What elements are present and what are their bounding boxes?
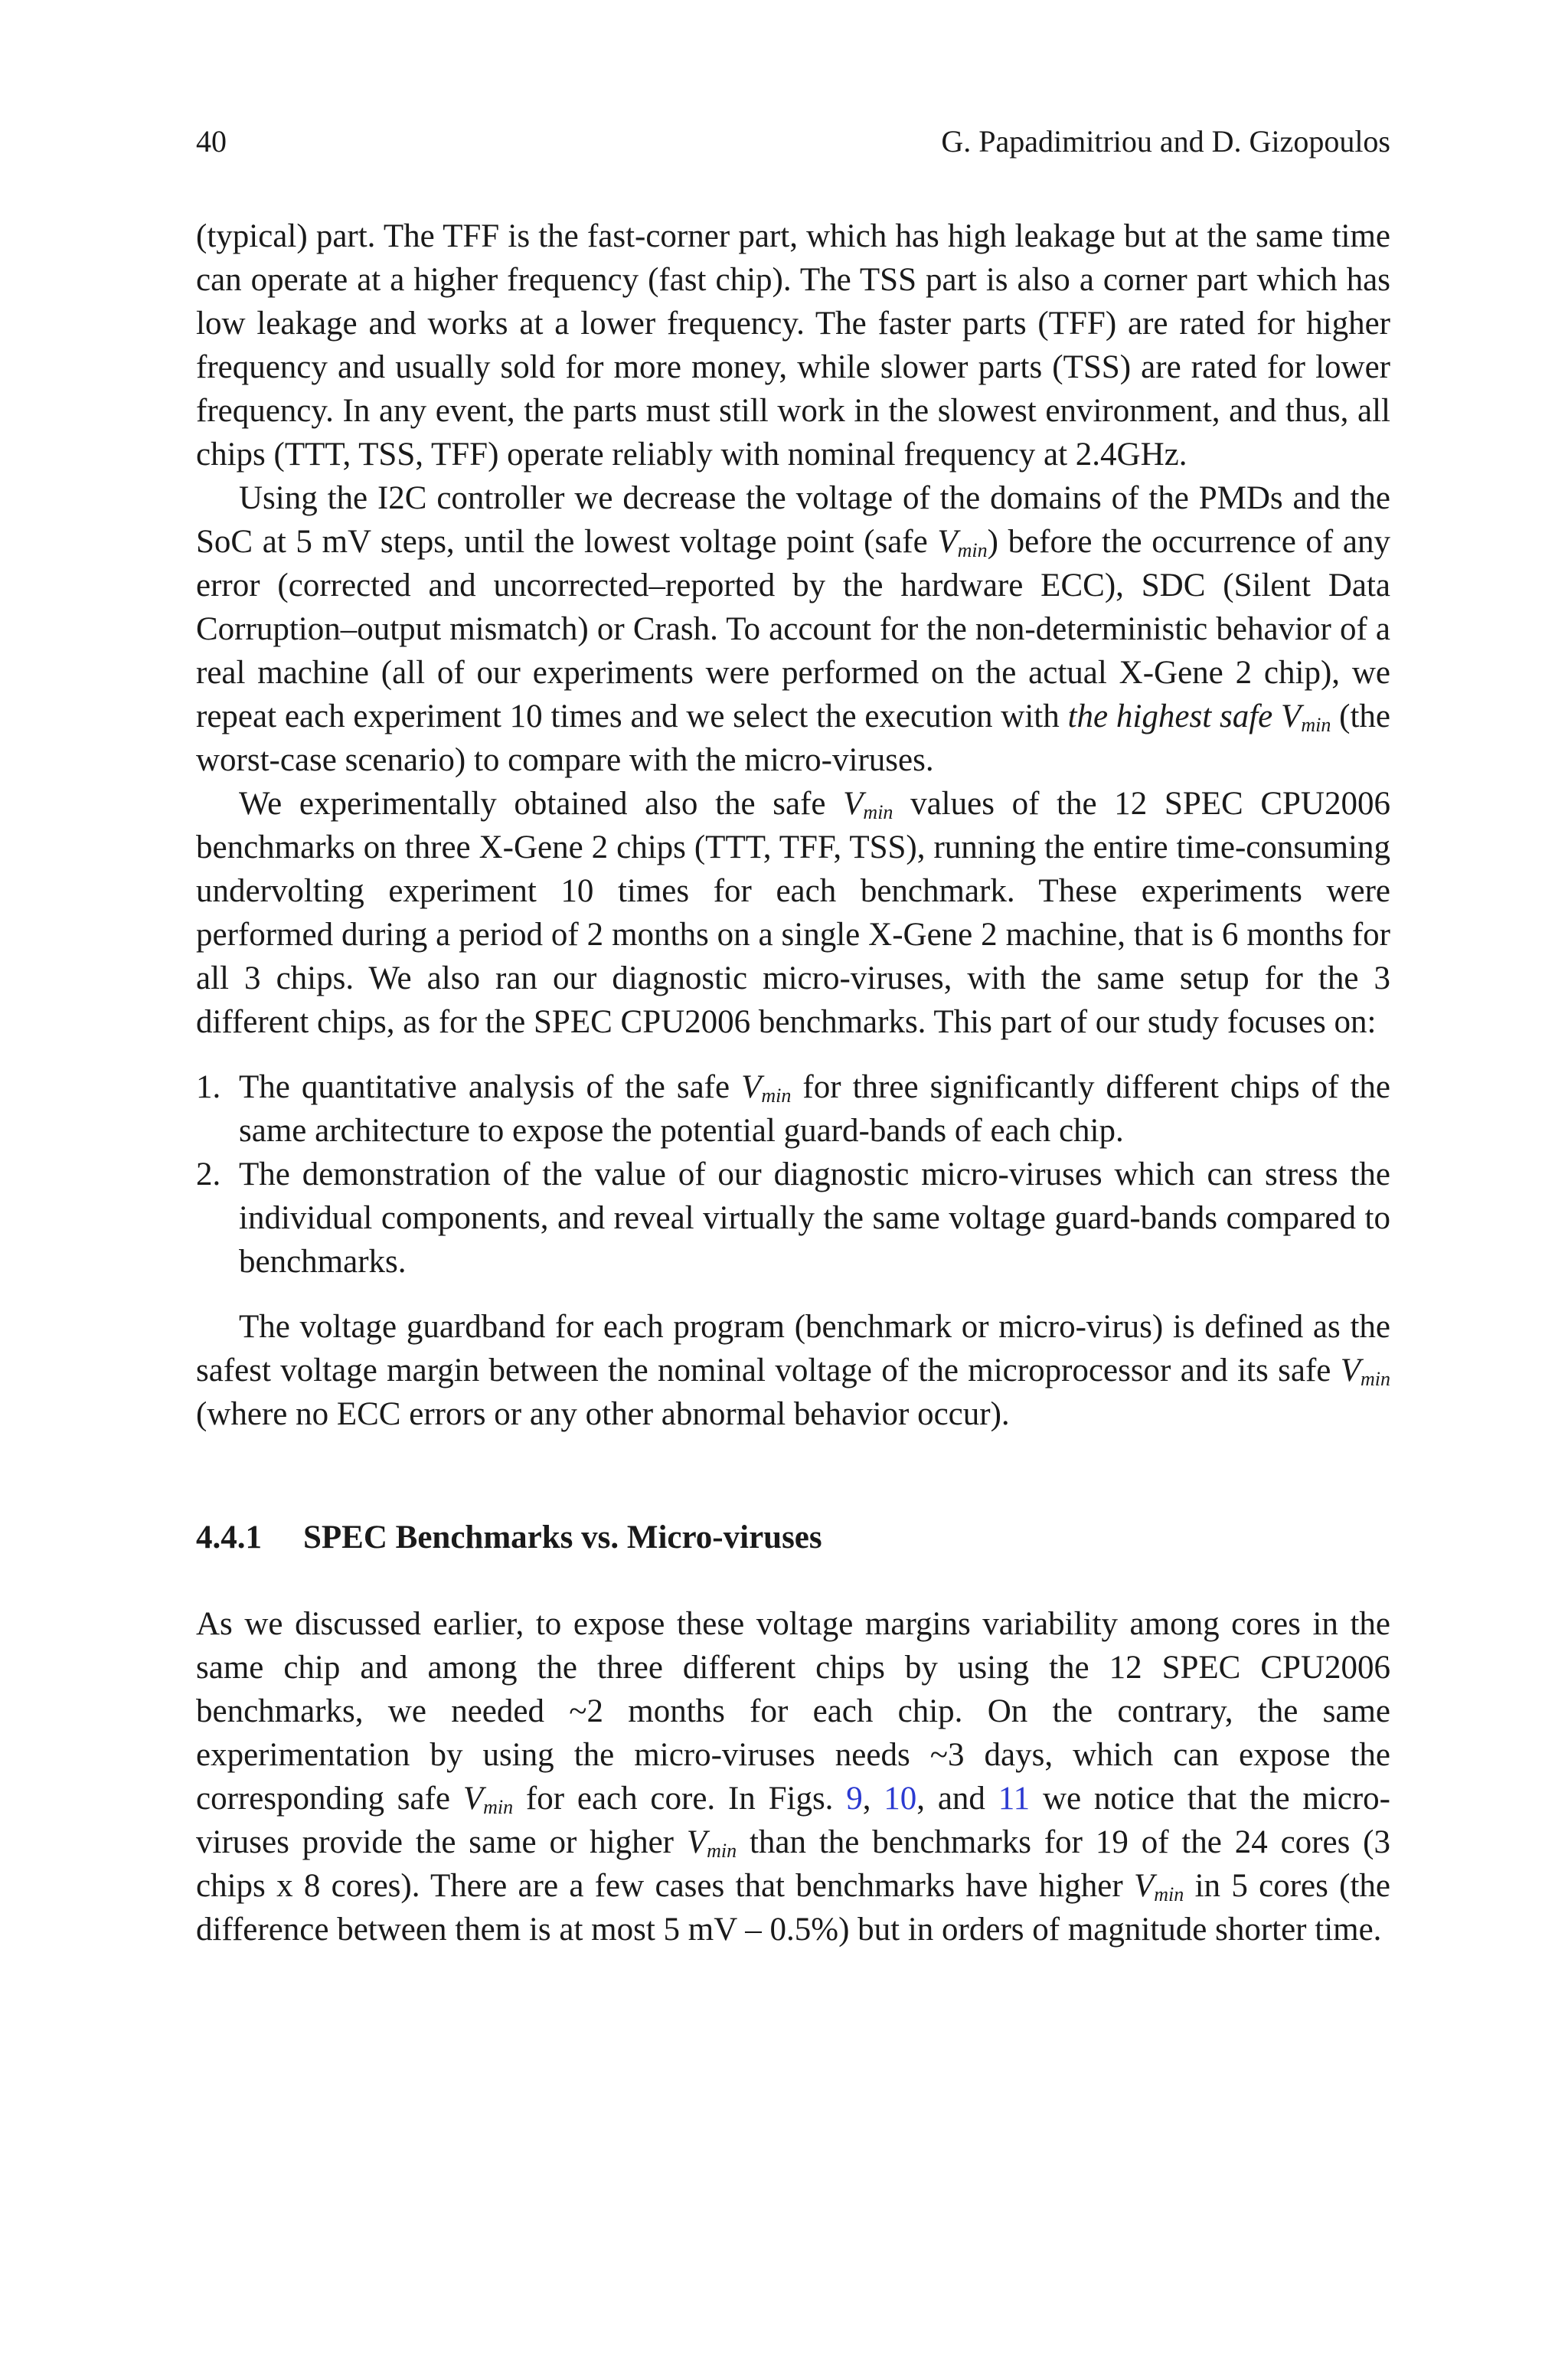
figure-link-11[interactable]: 11 <box>998 1781 1031 1817</box>
italic-phrase: the highest safe <box>1067 698 1282 734</box>
vmin-symbol: $V_{min}$ <box>1281 698 1331 736</box>
text-run: we notice that the micro-viruses provide the same or higher <box>196 1781 1391 1860</box>
text-run: The demonstration of the value of our diagnostic micro-viruses which can stress the individual components, and reveal virtually the same voltage guard-bands compared to benchmarks. <box>239 1156 1390 1280</box>
text-run: (where no ECC errors or any other abnormal behavior occur). <box>196 1396 1010 1432</box>
text-run: ) before the occurrence of any error (corrected and uncorrected–reported by the hardware ECC), SDC (Silent Data Corruption–output mismatch) or Crash. To account for the non-deterministic behavior of a real machine (all of our experiments were performed on the actual X-Gene 2 chip), we repeat each experiment 10 times and we select the execution with <box>196 524 1390 734</box>
text-run: Using the I2C controller we decrease the voltage of the domains of the PMDs and the SoC at 5 mV steps, until the lowest voltage point (safe <box>196 480 1390 560</box>
page-number: 40 <box>196 124 227 159</box>
paragraph-2 <box>196 476 1390 782</box>
list-item <box>196 1153 1390 1284</box>
vmin-symbol: $V_{min}$ <box>686 1824 737 1862</box>
vmin-symbol: $V_{min}$ <box>1133 1868 1184 1905</box>
list-item <box>196 1065 1390 1153</box>
paragraph-3 <box>196 782 1390 1044</box>
running-head-authors: G. Papadimitriou and D. Gizopoulos <box>941 124 1390 159</box>
text-run: , and <box>916 1781 998 1817</box>
text-run: for each core. In Figs. <box>513 1781 847 1817</box>
numbered-list <box>196 1065 1390 1284</box>
paragraph-4 <box>196 1305 1390 1436</box>
text-run: than the benchmarks for 19 of the 24 cores (3 chips x 8 cores). There are a few cases that benchmarks have higher <box>196 1824 1390 1904</box>
list-number: 2. <box>196 1156 221 1192</box>
text-run: The quantitative analysis of the safe <box>239 1069 742 1105</box>
body-text <box>196 214 1390 1951</box>
vmin-symbol: $V_{min}$ <box>741 1069 792 1107</box>
vmin-symbol: $V_{min}$ <box>1340 1353 1390 1390</box>
text-run: As we discussed earlier, to expose these voltage margins variability among cores in the same chip and among the three different chips by using the 12 SPEC CPU2006 benchmarks, we needed ~2 months for each chip. On the contrary, the same experimentation by using the micro-viruses needs ~3 days, which can expose the corresponding safe <box>196 1606 1390 1817</box>
running-head <box>196 123 1390 161</box>
figure-link-9[interactable]: 9 <box>846 1781 863 1817</box>
list-number: 1. <box>196 1069 221 1105</box>
vmin-symbol: $V_{min}$ <box>937 524 988 561</box>
text-run: in 5 cores (the difference between them is at most 5 mV – 0.5%) but in orders of magnitude shorter time. <box>196 1868 1390 1948</box>
paragraph-1: (typical) part. The TFF is the fast-corner part, which has high leakage but at the same time can operate at a higher frequency (fast chip). The TSS part is also a corner part which has low leakage and works at a lower frequency. The faster parts (TFF) are rated for higher frequency and usually sold for more money, while slower parts (TSS) are rated for lower frequency. In any event, the parts must still work in the slowest environment, and thus, all chips (TTT, TSS, TFF) operate reliably with nominal frequency at 2.4GHz. <box>196 218 1390 473</box>
text-run: , <box>862 1781 884 1817</box>
section-number: 4.4.1 <box>196 1519 262 1555</box>
text-run: values of the 12 SPEC CPU2006 benchmarks on three X-Gene 2 chips (TTT, TFF, TSS), running the entire time-consuming undervolting experiment 10 times for each benchmark. These experiments were performed during a period of 2 months on a single X-Gene 2 machine, that is 6 months for all 3 chips. We also ran our diagnostic micro-viruses, with the same setup for the 3 different chips, as for the SPEC CPU2006 benchmarks. This part of our study focuses on: <box>196 786 1390 1040</box>
text-run: for three significantly different chips of the same architecture to expose the potential guard-bands of each chip. <box>239 1069 1390 1149</box>
text-run: We experimentally obtained also the safe <box>239 786 844 822</box>
paragraph-5 <box>196 1602 1390 1951</box>
text-run: The voltage guardband for each program (benchmark or micro-virus) is defined as the safest voltage margin between the nominal voltage of the microprocessor and its safe <box>196 1309 1390 1389</box>
vmin-symbol: $V_{min}$ <box>843 786 893 823</box>
figure-link-10[interactable]: 10 <box>884 1781 917 1817</box>
vmin-symbol: $V_{min}$ <box>462 1781 514 1818</box>
section-heading <box>196 1516 1390 1559</box>
section-title: SPEC Benchmarks vs. Micro-viruses <box>303 1519 822 1555</box>
text-run: (the worst-case scenario) to compare with the micro-viruses. <box>196 698 1390 778</box>
